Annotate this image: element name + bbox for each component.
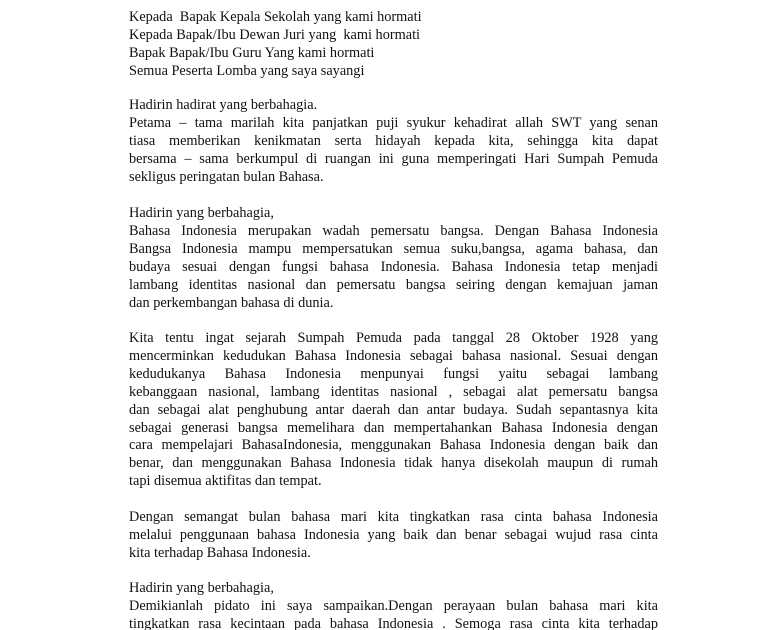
paragraph-line: bersama – sama berkumpul di ruangan ini guna memperingati Hari Sumpah Pemuda	[129, 150, 658, 167]
paragraph-closing	[129, 580, 658, 630]
salutation-line: Kepada Bapak/Ibu Dewan Juri yang kami hormati	[129, 26, 421, 43]
paragraph-heading: Hadirin yang berbahagia,	[129, 580, 274, 596]
paragraph-line: sekligus peringatan bulan Bahasa.	[129, 168, 324, 185]
paragraph-line: kedudukanya Bahasa Indonesia menpunyai fungsi yaitu sebagai lambang	[129, 365, 658, 382]
paragraph-sumpah-pemuda	[129, 330, 658, 491]
paragraph-opening	[129, 97, 658, 187]
paragraph-heading: Hadirin hadirat yang berbahagia.	[129, 97, 318, 113]
paragraph-line: kita terhadap Bahasa Indonesia.	[129, 544, 311, 561]
paragraph-line: melalui penggunaan bahasa Indonesia yang baik dan benar sebagai wujud rasa cinta	[129, 526, 658, 543]
paragraph-line: Petama – tama marilah kita panjatkan puji syukur kehadirat allah SWT yang senan	[129, 114, 658, 131]
paragraph-line: sebagai generasi bangsa memelihara dan mempertahankan Bahasa Indonesia dengan	[129, 419, 658, 436]
paragraph-heading: Hadirin yang berbahagia,	[129, 205, 274, 221]
salutation-block	[129, 9, 658, 81]
salutation-line: Kepada Bapak Kepala Sekolah yang kami hormati	[129, 9, 422, 25]
paragraph-line: benar, dan menggunakan Bahasa Indonesia tidak hanya disekolah maupun di rumah	[129, 455, 658, 472]
paragraph-line: budaya sesuai dengan fungsi bahasa Indonesia. Bahasa Indonesia tetap menjadi	[129, 258, 658, 275]
paragraph-line: dan sebagai alat penghubung antar daerah dan antar budaya. Sudah sepantasnya kita	[129, 401, 658, 418]
paragraph-line: tingkatkan rasa kecintaan pada bahasa Indonesia . Semoga rasa cinta kita terhadap	[129, 615, 658, 630]
paragraph-line: Bahasa Indonesia merupakan wadah pemersatu bangsa. Dengan Bahasa Indonesia	[129, 222, 658, 239]
paragraph-language-unity	[129, 205, 658, 312]
salutation-line: Bapak Bapak/Ibu Guru Yang kami hormati	[129, 44, 375, 61]
paragraph-line: dan perkembangan bahasa di dunia.	[129, 294, 334, 311]
paragraph-line: Kita tentu ingat sejarah Sumpah Pemuda pada tanggal 28 Oktober 1928 yang	[129, 330, 658, 346]
paragraph-line: Demikianlah pidato ini saya sampaikan.Dengan perayaan bulan bahasa mari kita	[129, 597, 658, 614]
paragraph-line: cara mempelajari BahasaIndonesia, menggunakan Bahasa Indonesia dengan baik dan	[129, 437, 658, 454]
paragraph-line: tiasa memberikan kenikmatan serta hidayah kepada kita, sehingga kita dapat	[129, 132, 658, 149]
paragraph-line: Bangsa Indonesia mampu mempersatukan semua suku,bangsa, agama bahasa, dan	[129, 240, 658, 257]
paragraph-line: kebanggaan nasional, lambang identitas nasional , sebagai alat pemersatu bangsa	[129, 383, 658, 400]
paragraph-line: mencerminkan kedudukan Bahasa Indonesia sebagai bahasa nasional. Sesuai dengan	[129, 347, 658, 364]
paragraph-line: Dengan semangat bulan bahasa mari kita tingkatkan rasa cinta bahasa Indonesia	[129, 509, 658, 525]
paragraph-line: tapi disemua aktifitas dan tempat.	[129, 473, 322, 490]
paragraph-enthusiasm	[129, 509, 658, 563]
salutation-line: Semua Peserta Lomba yang saya sayangi	[129, 62, 365, 79]
paragraph-line: lambang identitas nasional dan pemersatu bangsa seiring dengan kemajuan jaman	[129, 276, 658, 293]
